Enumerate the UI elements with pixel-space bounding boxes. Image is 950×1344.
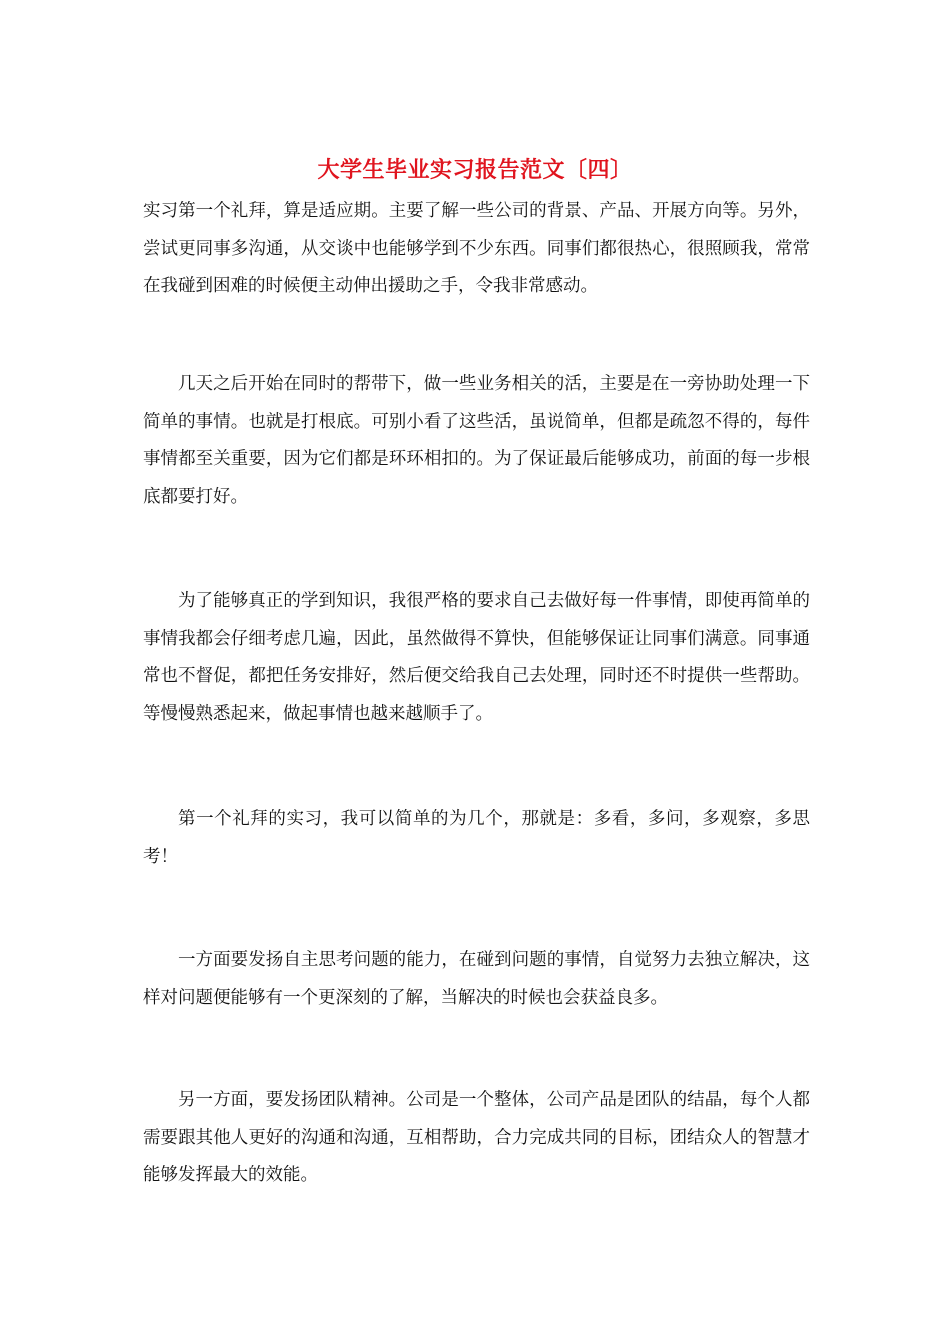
- paragraph-5: 一方面要发扬自主思考问题的能力，在碰到问题的事情，自觉努力去独立解决，这样对问题便能够有一个更深刻的了解，当解决的时候也会获益良多。: [143, 950, 810, 1008]
- paragraph-3: 为了能够真正的学到知识，我很严格的要求自己去做好每一件事情，即使再简单的事情我都会仔细考虑几遍，因此，虽然做得不算快，但能够保证让同事们满意。同事通常也不督促，都把任务安排好，然后便交给我自己去处理，同时还不时提供一些帮助。等慢慢熟悉起来，做起事情也越来越顺手了。: [143, 591, 810, 724]
- document-title: 大学生毕业实习报告范文〔四〕: [317, 157, 633, 183]
- paragraph-4: 第一个礼拜的实习，我可以简单的为几个，那就是：多看，多问，多观察，多思考！: [143, 809, 810, 867]
- paragraph-2: 几天之后开始在同时的帮带下，做一些业务相关的活，主要是在一旁协助处理一下简单的事情。也就是打根底。可别小看了这些活，虽说简单，但都是疏忽不得的，每件事情都至关重要，因为它们都是环环相扣的。为了保证最后能够成功，前面的每一步根底都要打好。: [143, 374, 810, 507]
- paragraph-6: 另一方面，要发扬团队精神。公司是一个整体，公司产品是团队的结晶，每个人都需要跟其他人更好的沟通和沟通，互相帮助，合力完成共同的目标，团结众人的智慧才能够发挥最大的效能。: [143, 1090, 810, 1185]
- paragraph-1: 实习第一个礼拜，算是适应期。主要了解一些公司的背景、产品、开展方向等。另外，尝试更同事多沟通，从交谈中也能够学到不少东西。同事们都很热心，很照顾我，常常在我碰到困难的时候便主动伸出援助之手，令我非常感动。: [143, 201, 810, 296]
